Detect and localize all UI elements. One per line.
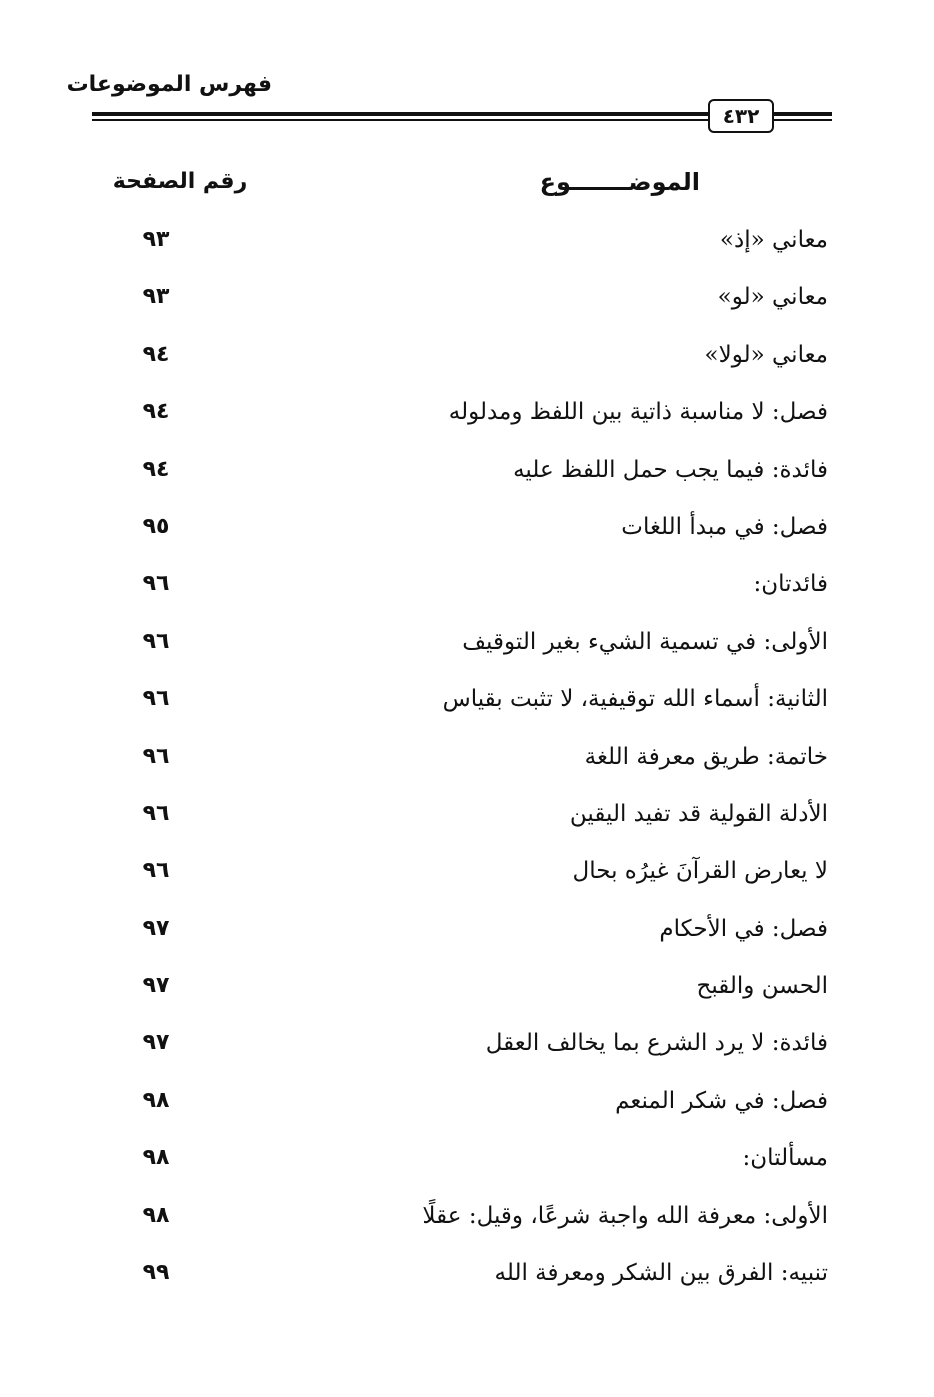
entry-page-number: ٩٨ — [142, 1145, 170, 1171]
entry-page-number: ٩٨ — [142, 1087, 170, 1113]
index-entry — [100, 216, 830, 273]
entry-topic: الثانية: أسماء الله توقيفية، لا تثبت بقياس — [442, 686, 828, 713]
entry-topic: خاتمة: طريق معرفة اللغة — [584, 743, 828, 770]
page-number: ٤٣٢ — [708, 99, 774, 133]
index-entry — [100, 503, 830, 560]
entry-topic: معاني «لو» — [717, 284, 828, 311]
running-header-title: فهرس الموضوعات — [66, 72, 272, 97]
entry-topic: لا يعارض القرآنَ غيرُه بحال — [572, 858, 828, 885]
entry-topic: فصل: لا مناسبة ذاتية بين اللفظ ومدلوله — [448, 399, 828, 426]
entry-topic: فصل: في مبدأ اللغات — [621, 513, 828, 540]
entry-page-number: ٩٨ — [142, 1202, 170, 1228]
index-entry — [100, 446, 830, 503]
entry-topic: فائدتان: — [753, 571, 828, 598]
index-entry — [100, 1134, 830, 1191]
entry-topic: فصل: في الأحكام — [659, 915, 828, 942]
entry-page-number: ٩٦ — [142, 858, 170, 884]
index-entry — [100, 675, 830, 732]
entry-page-number: ٩٥ — [142, 513, 170, 539]
column-header-topic: الموضـــــــوع — [539, 168, 700, 196]
index-entry — [100, 560, 830, 617]
entry-page-number: ٩٤ — [142, 399, 170, 425]
entry-page-number: ٩٦ — [142, 571, 170, 597]
entry-topic: مسألتان: — [742, 1145, 828, 1172]
entry-page-number: ٩٧ — [142, 1030, 170, 1056]
entry-page-number: ٩٣ — [142, 284, 170, 310]
index-entry — [100, 962, 830, 1019]
entry-topic: تنبيه: الفرق بين الشكر ومعرفة الله — [494, 1260, 828, 1287]
index-entry — [100, 331, 830, 388]
index-entry — [100, 847, 830, 904]
entry-topic: الحسن والقبح — [696, 973, 828, 1000]
entry-topic: فصل: في شكر المنعم — [615, 1087, 828, 1114]
index-entry — [100, 733, 830, 790]
index-entry — [100, 388, 830, 445]
index-entry — [100, 790, 830, 847]
entry-page-number: ٩٦ — [142, 686, 170, 712]
index-entry — [100, 618, 830, 675]
index-entry — [100, 1192, 830, 1249]
entry-topic: فائدة: فيما يجب حمل اللفظ عليه — [513, 456, 828, 483]
column-header-page: رقم الصفحة — [112, 169, 248, 194]
entry-page-number: ٩٤ — [142, 341, 170, 367]
entry-topic: معاني «إذ» — [719, 227, 828, 253]
index-entry — [100, 1077, 830, 1134]
entry-topic: الأدلة القولية قد تفيد اليقين — [569, 800, 828, 827]
entry-page-number: ٩٦ — [142, 628, 170, 654]
entry-page-number: ٩٧ — [142, 915, 170, 941]
index-entry — [100, 905, 830, 962]
index-entry — [100, 273, 830, 330]
entry-page-number: ٩٩ — [142, 1260, 170, 1286]
index-list — [100, 216, 830, 1306]
entry-page-number: ٩٦ — [142, 743, 170, 769]
index-entry — [100, 1249, 830, 1306]
entry-topic: معاني «لولا» — [704, 341, 828, 368]
entry-page-number: ٩٣ — [142, 227, 170, 252]
entry-page-number: ٩٦ — [142, 800, 170, 826]
entry-topic: فائدة: لا يرد الشرع بما يخالف العقل — [485, 1030, 828, 1057]
entry-topic: الأولى: معرفة الله واجبة شرعًا، وقيل: عقلًا — [422, 1202, 828, 1229]
entry-page-number: ٩٧ — [142, 973, 170, 999]
entry-topic: الأولى: في تسمية الشيء بغير التوقيف — [462, 628, 828, 655]
entry-page-number: ٩٤ — [142, 456, 170, 482]
index-entry — [100, 1019, 830, 1076]
